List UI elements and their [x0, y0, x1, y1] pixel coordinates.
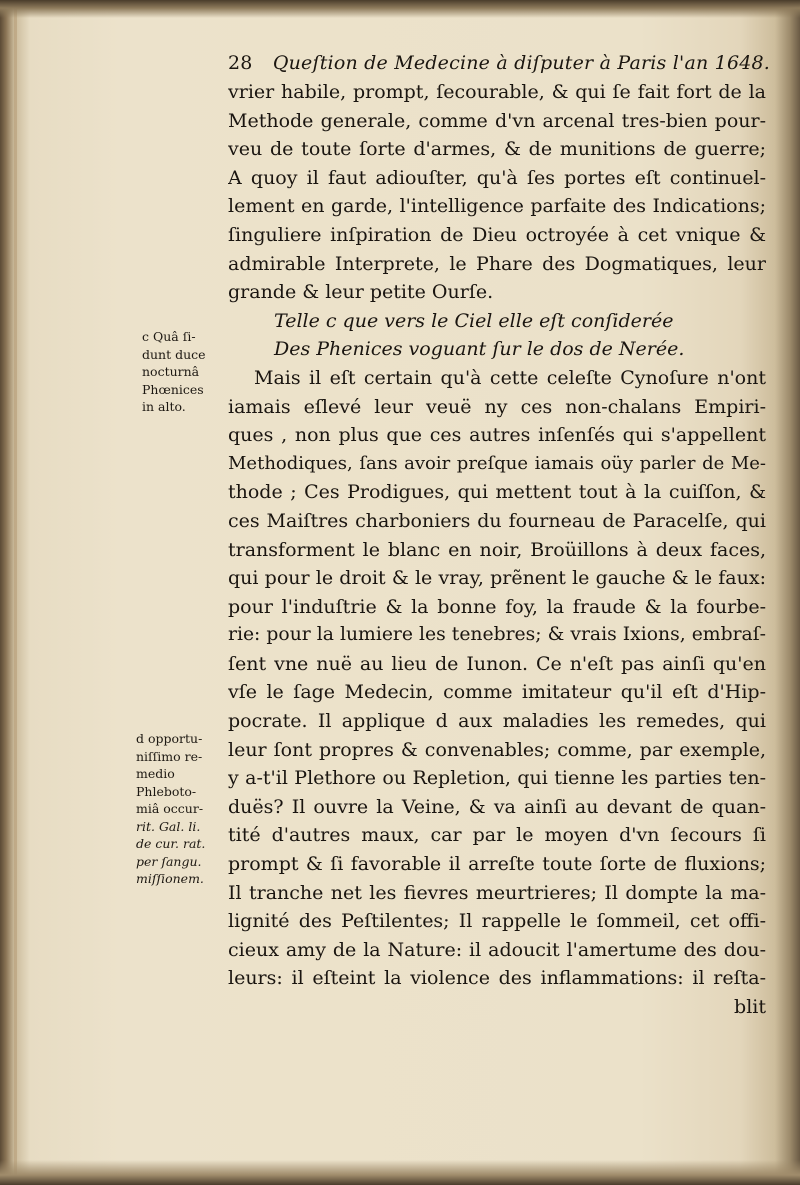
text-line: Mais il eſt certain qu'à cette celeſte Cynoſure n'ont	[254, 366, 766, 389]
text-line: leurs: il eſteint la violence des inflammations: il reſta-	[228, 967, 766, 990]
margin-note-line: nocturnâ	[142, 364, 200, 379]
text-line: transforment le blanc en noir, Broüillons à deux faces,	[228, 538, 766, 561]
margin-note-line: Phœnices	[142, 381, 204, 397]
text-line: lement en garde, l'intelligence parfaite des Indications;	[228, 195, 766, 218]
margin-note-line: c Quâ ſi-	[142, 329, 196, 344]
text-line: veu de toute ſorte d'armes, & de munitions de guerre;	[228, 138, 766, 161]
text-line: Il tranche net les fievres meurtrieres; Il dompte la ma-	[228, 881, 766, 904]
text-line: vrier habile, prompt, ſecourable, & qui ſe fait fort de la	[228, 81, 766, 103]
text-line: A quoy il faut adiouſter, qu'à ſes portes eſt continuel-	[228, 166, 766, 189]
margin-note-line: in alto.	[142, 399, 186, 414]
text-line: leur ſont propres & convenables; comme, par exemple,	[228, 738, 766, 761]
text-line: admirable Interprete, le Phare des Dogmatiques, leur	[228, 252, 766, 275]
text-line: iamais eſlevé leur veuë ny ces non-chalans Empiri-	[228, 395, 766, 418]
margin-note-line: miſſionem.	[136, 871, 204, 886]
binding-gutter	[14, 0, 17, 1185]
margin-note-line: dunt duce	[142, 346, 206, 362]
margin-note-line: per ſangu.	[136, 853, 202, 869]
text-line: qui pour le droit & le vray, prẽnent le gauche & le faux:	[228, 567, 766, 590]
text-line: ſent vne nuë au lieu de Iunon. Ce n'eſt pas ainſi qu'en	[228, 652, 766, 675]
page-bottom-edge	[0, 1160, 800, 1185]
text-line: duës? Il ouvre la Veine, & va ainſi au devant de quan-	[228, 795, 766, 818]
text-line: grande & leur petite Ourſe.	[228, 281, 494, 304]
text-line: rie: pour la lumiere les tenebres; & vrais Ixions, embraſ-	[228, 624, 766, 646]
running-title: Queſtion de Medecine à diſputer à Paris l'an 1648.	[272, 52, 771, 74]
text-line: Methodiques, ſans avoir preſque iamais oüy parler de Me-	[228, 452, 766, 474]
page-number: 28	[228, 52, 253, 74]
text-line: ſinguliere inſpiration de Dieu octroyée à cet vnique &	[228, 223, 766, 246]
text-line: ces Maiſtres charboniers du fourneau de Paracelſe, qui	[228, 509, 766, 532]
verse-line: Telle c que vers le Ciel elle eſt conſiderée	[274, 309, 674, 332]
main-text-block	[228, 78, 766, 1022]
margin-note-line: niſſimo re-	[136, 748, 203, 764]
text-line: tité d'autres maux, car par le moyen d'vn ſecours ſi	[228, 824, 766, 847]
margin-note-line: Phleboto-	[136, 783, 197, 799]
text-line: vſe le ſage Medecin, comme imitateur qu'il eſt d'Hip-	[228, 681, 766, 704]
text-line: thode ; Ces Prodigues, qui mettent tout à la cuiſſon, &	[228, 481, 766, 504]
margin-note-c	[142, 328, 206, 416]
margin-note-line: rit. Gal. li.	[136, 818, 201, 834]
margin-note-line: de cur. rat.	[136, 836, 206, 851]
running-head	[228, 52, 770, 74]
margin-note-d	[136, 730, 205, 888]
text-line: y a-t'il Plethore ou Repletion, qui tienne les parties ten-	[228, 767, 766, 790]
margin-note-line: medio	[136, 766, 175, 781]
page-top-edge	[0, 0, 800, 18]
text-line: pocrate. Il applique d aux maladies les remedes, qui	[228, 710, 766, 733]
catchword: blit	[734, 996, 766, 1018]
text-line: pour l'induſtrie & la bonne foy, la fraude & la fourbe-	[228, 595, 766, 618]
text-line: ques , non plus que ces autres inſenſés qui s'appellent	[228, 424, 766, 447]
margin-note-line: d opportu-	[136, 731, 203, 746]
margin-note-line: miâ occur-	[136, 801, 204, 816]
text-line: cieux amy de la Nature: il adoucit l'amertume des dou-	[228, 938, 766, 961]
text-line: prompt & ſi favorable il arreſte toute ſorte de fluxions;	[228, 853, 766, 876]
verse-line: Des Phenices voguant ſur le dos de Nerée.	[274, 338, 685, 361]
text-line: Methode generale, comme d'vn arcenal tres-bien pour-	[228, 109, 766, 132]
text-line: lignité des Peſtilentes; Il rappelle le ſommeil, cet offi-	[228, 910, 766, 933]
